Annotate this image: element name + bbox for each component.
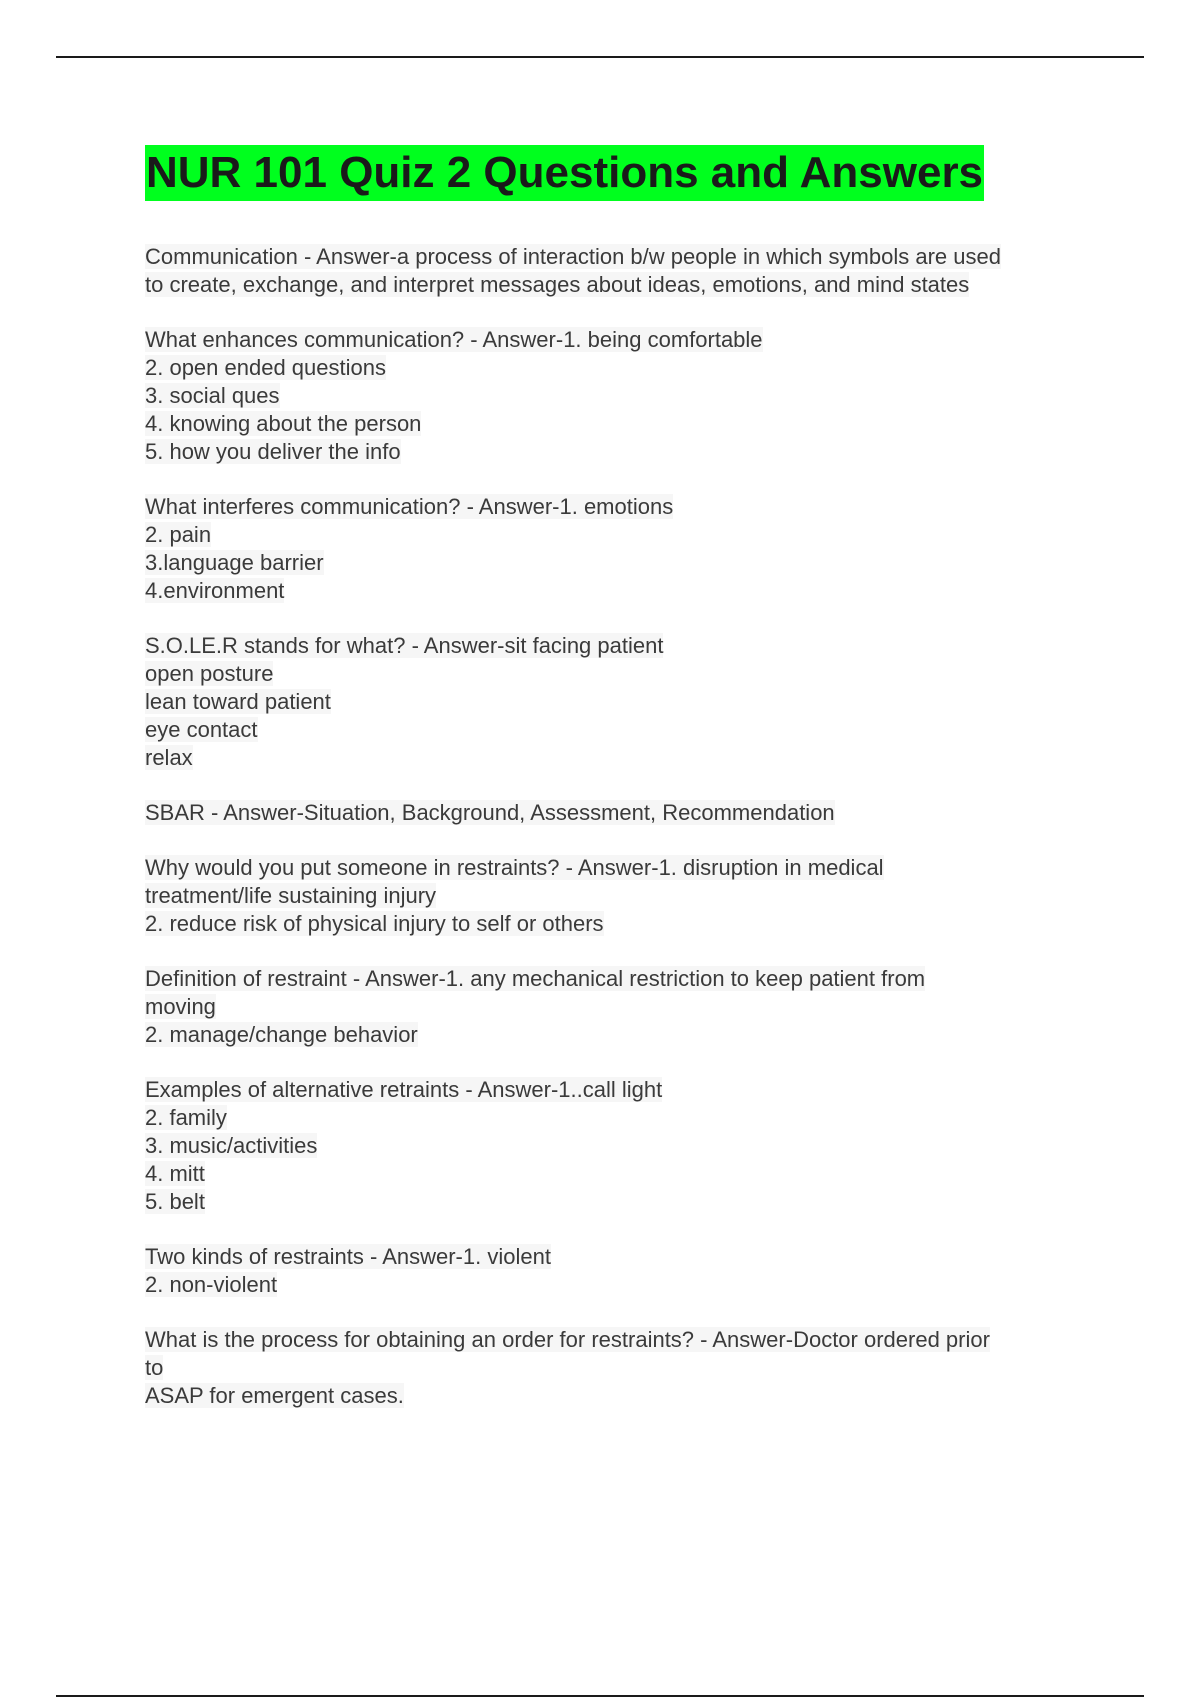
qa-answer-line — [145, 660, 1105, 688]
qa-line-text: lean toward patient — [145, 689, 331, 714]
qa-line-text: open posture — [145, 661, 274, 686]
qa-question-line — [145, 1326, 1105, 1354]
qa-item — [145, 326, 1105, 466]
qa-line-text: to create, exchange, and interpret messages about ideas, emotions, and mind states — [145, 272, 970, 297]
qa-answer-line — [145, 716, 1105, 744]
qa-answer-line — [145, 1021, 1105, 1049]
qa-line-text: Definition of restraint - Answer-1. any mechanical restriction to keep patient from — [145, 966, 926, 991]
qa-line-text: 5. how you deliver the info — [145, 439, 401, 464]
qa-line-text: treatment/life sustaining injury — [145, 883, 437, 908]
qa-answer-line — [145, 549, 1105, 577]
qa-item — [145, 965, 1105, 1049]
qa-answer-line — [145, 744, 1105, 772]
qa-answer-line — [145, 1132, 1105, 1160]
qa-list — [145, 243, 1105, 1410]
qa-question-line — [145, 854, 1105, 882]
qa-line-text: eye contact — [145, 717, 258, 742]
qa-question-line — [145, 1076, 1105, 1104]
qa-line-text: relax — [145, 745, 193, 770]
qa-line-text: moving — [145, 994, 216, 1019]
qa-line-text: to — [145, 1355, 164, 1380]
qa-answer-line — [145, 271, 1105, 299]
qa-item — [145, 1326, 1105, 1410]
qa-line-text: What is the process for obtaining an order for restraints? - Answer-Doctor ordered prior — [145, 1327, 990, 1352]
qa-question-line — [145, 493, 1105, 521]
qa-item — [145, 243, 1105, 299]
qa-item — [145, 1076, 1105, 1216]
qa-line-text: Two kinds of restraints - Answer-1. violent — [145, 1244, 551, 1269]
qa-line-text: 4.environment — [145, 578, 285, 603]
qa-line-text: 3. social ques — [145, 383, 280, 408]
qa-question-line — [145, 632, 1105, 660]
qa-line-text: What interferes communication? - Answer-1. emotions — [145, 494, 674, 519]
qa-line-text: 2. non-violent — [145, 1272, 278, 1297]
qa-answer-line — [145, 1104, 1105, 1132]
qa-line-text: 5. belt — [145, 1189, 205, 1214]
qa-item — [145, 799, 1105, 827]
qa-line-text: Examples of alternative retraints - Answer-1..call light — [145, 1077, 663, 1102]
qa-answer-line — [145, 1160, 1105, 1188]
qa-line-text: 2. family — [145, 1105, 227, 1130]
qa-answer-line — [145, 577, 1105, 605]
qa-line-text: 4. mitt — [145, 1161, 205, 1186]
top-rule — [56, 56, 1144, 58]
qa-answer-line — [145, 410, 1105, 438]
qa-answer-line — [145, 993, 1105, 1021]
qa-item — [145, 854, 1105, 938]
qa-question-line — [145, 326, 1105, 354]
qa-answer-line — [145, 1382, 1105, 1410]
qa-answer-line — [145, 438, 1105, 466]
qa-line-text: 3.language barrier — [145, 550, 324, 575]
qa-answer-line — [145, 1271, 1105, 1299]
qa-line-text: 2. reduce risk of physical injury to self or others — [145, 911, 604, 936]
qa-answer-line — [145, 354, 1105, 382]
qa-line-text: S.O.LE.R stands for what? - Answer-sit facing patient — [145, 633, 664, 658]
qa-line-text: Communication - Answer-a process of interaction b/w people in which symbols are used — [145, 244, 1001, 269]
qa-question-line — [145, 243, 1105, 271]
qa-line-text: 3. music/activities — [145, 1133, 318, 1158]
qa-item — [145, 632, 1105, 772]
qa-item — [145, 493, 1105, 605]
qa-line-text: What enhances communication? - Answer-1. being comfortable — [145, 327, 763, 352]
qa-question-line — [145, 965, 1105, 993]
qa-answer-line — [145, 521, 1105, 549]
qa-line-text: SBAR - Answer-Situation, Background, Assessment, Recommendation — [145, 800, 835, 825]
qa-line-text: Why would you put someone in restraints? - Answer-1. disruption in medical — [145, 855, 884, 880]
qa-answer-line — [145, 910, 1105, 938]
qa-answer-line — [145, 382, 1105, 410]
qa-line-text: ASAP for emergent cases. — [145, 1383, 404, 1408]
qa-item — [145, 1243, 1105, 1299]
qa-answer-line — [145, 882, 1105, 910]
bottom-rule — [56, 1695, 1144, 1697]
qa-line-text: 2. manage/change behavior — [145, 1022, 418, 1047]
qa-question-line — [145, 799, 1105, 827]
qa-question-line — [145, 1243, 1105, 1271]
qa-answer-line — [145, 1354, 1105, 1382]
document-title: NUR 101 Quiz 2 Questions and Answers — [145, 145, 984, 201]
qa-answer-line — [145, 1188, 1105, 1216]
document-body — [145, 145, 1105, 1437]
qa-line-text: 4. knowing about the person — [145, 411, 422, 436]
qa-answer-line — [145, 688, 1105, 716]
qa-line-text: 2. pain — [145, 522, 212, 547]
qa-line-text: 2. open ended questions — [145, 355, 386, 380]
